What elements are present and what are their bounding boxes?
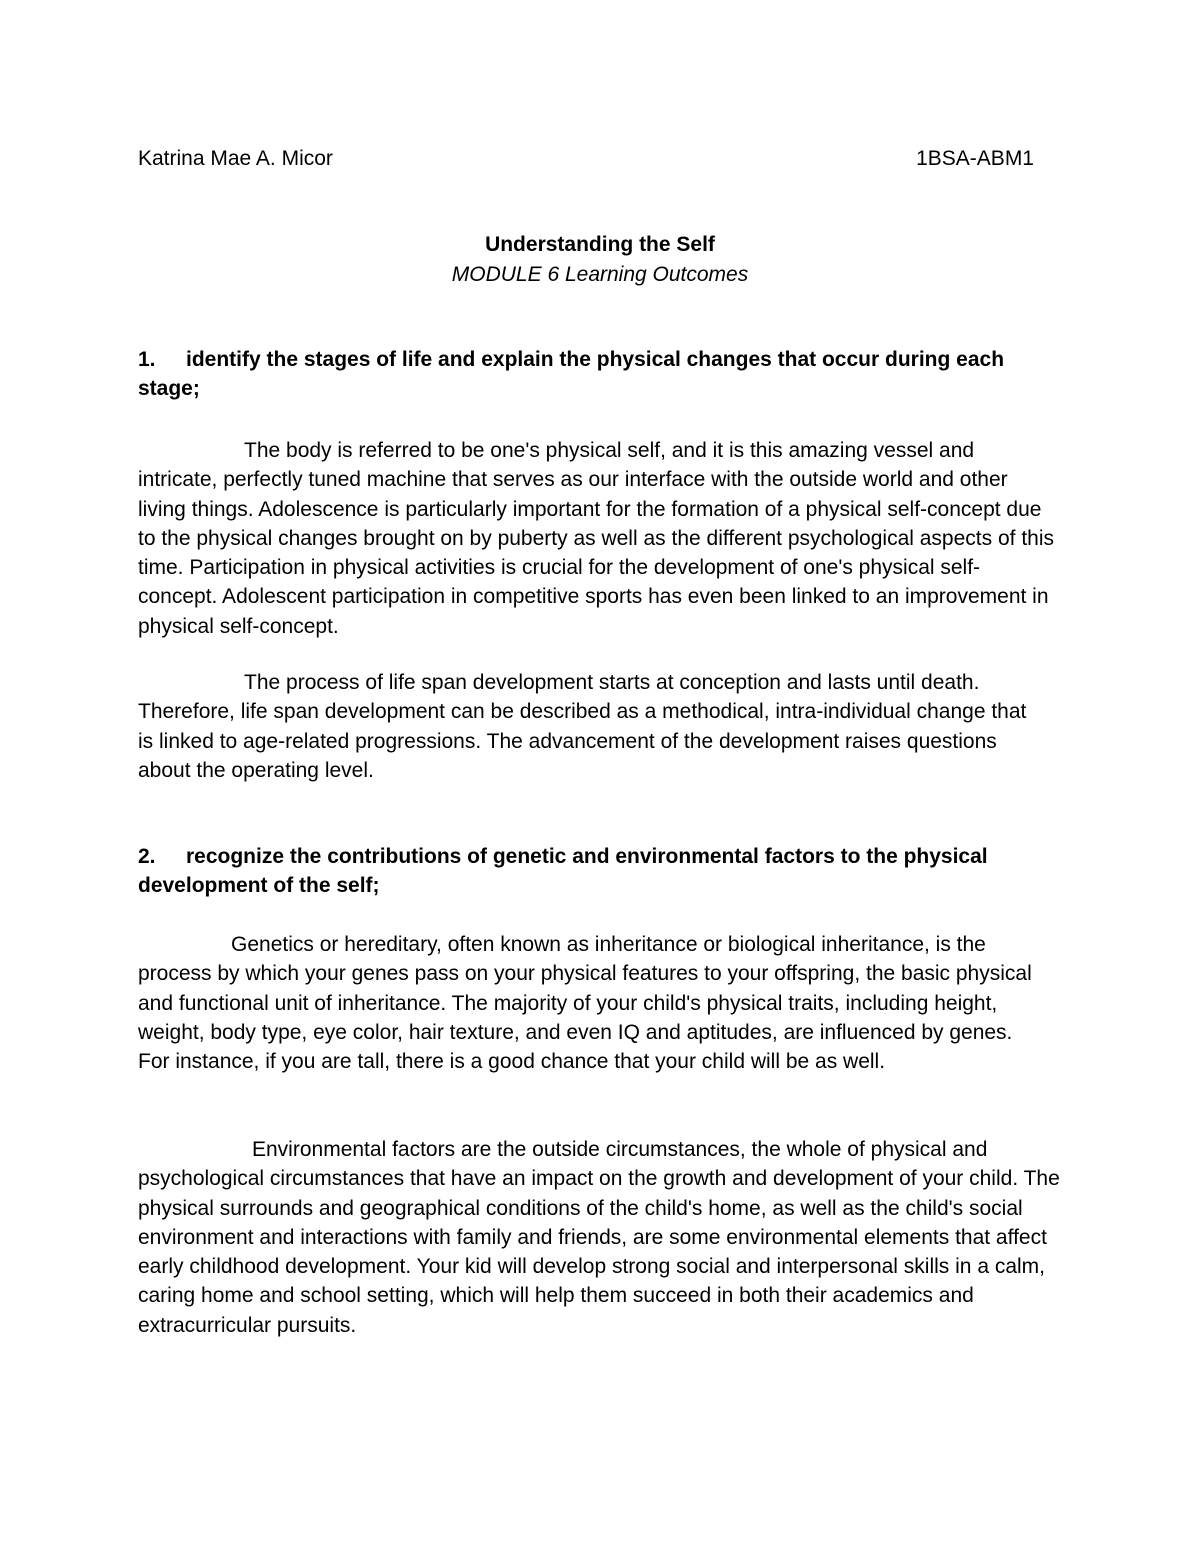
section-2-paragraph-1 <box>138 930 1048 1076</box>
section-2 <box>138 842 1008 900</box>
title-block <box>0 230 1200 290</box>
section-heading <box>138 842 1008 900</box>
paragraph: Environmental factors are the outside circumstances, the whole of physical and psychological circumstances that have an impact on the growth and development of your child. The physical surrounds and geographical conditions of the child's home, as well as the child's social environment and interactions with family and friends, are some environmental elements that affect early childhood development. Your kid will develop strong social and interpersonal skills in a calm, caring home and school setting, which will help them succeed in both their academics and extracurricular pursuits. <box>138 1138 1060 1337</box>
paragraph: The process of life span development starts at conception and lasts until death. Therefore, life span development can be described as a methodical, intra-individual change that is linked to age-related progressions. The advancement of the development raises questions about the operating level. <box>138 671 1027 782</box>
author-name: Katrina Mae A. Micor <box>138 147 333 170</box>
document-subtitle: MODULE 6 Learning Outcomes <box>451 263 749 286</box>
paragraph: The body is referred to be one's physical self, and it is this amazing vessel and intricate, perfectly tuned machine that serves as our interface with the outside world and other living things. Adolescence is particularly important for the formation of a physical self-concept due to the physical changes brought on by puberty as well as the different psychological aspects of this time. Participation in physical activities is crucial for the development of one's physical self-concept. Adolescent participation in competitive sports has even been linked to an improvement in physical self-concept. <box>138 439 1054 638</box>
section-2-paragraph-2 <box>138 1135 1063 1340</box>
paragraph: Genetics or hereditary, often known as inheritance or biological inheritance, is the process by which your genes pass on your physical features to your offspring, the basic physical and functional unit of inheritance. The majority of your child's physical traits, including height, weight, body type, eye color, hair texture, and even IQ and aptitudes, are influenced by genes. For instance, if you are tall, there is a good chance that your child will be as well. <box>138 933 1032 1074</box>
section-code: 1BSA-ABM1 <box>916 147 1034 170</box>
document-title: Understanding the Self <box>485 233 715 256</box>
section-heading <box>138 345 1058 403</box>
section-1-paragraph-1 <box>138 436 1058 641</box>
document-header <box>138 144 1034 173</box>
section-number: 1. <box>138 348 156 371</box>
section-heading-text: recognize the contributions of genetic and environmental factors to the physical development of the self; <box>138 845 988 897</box>
section-1 <box>138 345 1058 403</box>
section-number: 2. <box>138 845 156 868</box>
section-1-paragraph-2 <box>138 668 1028 785</box>
section-heading-text: identify the stages of life and explain the physical changes that occur during each stage; <box>138 348 1005 400</box>
